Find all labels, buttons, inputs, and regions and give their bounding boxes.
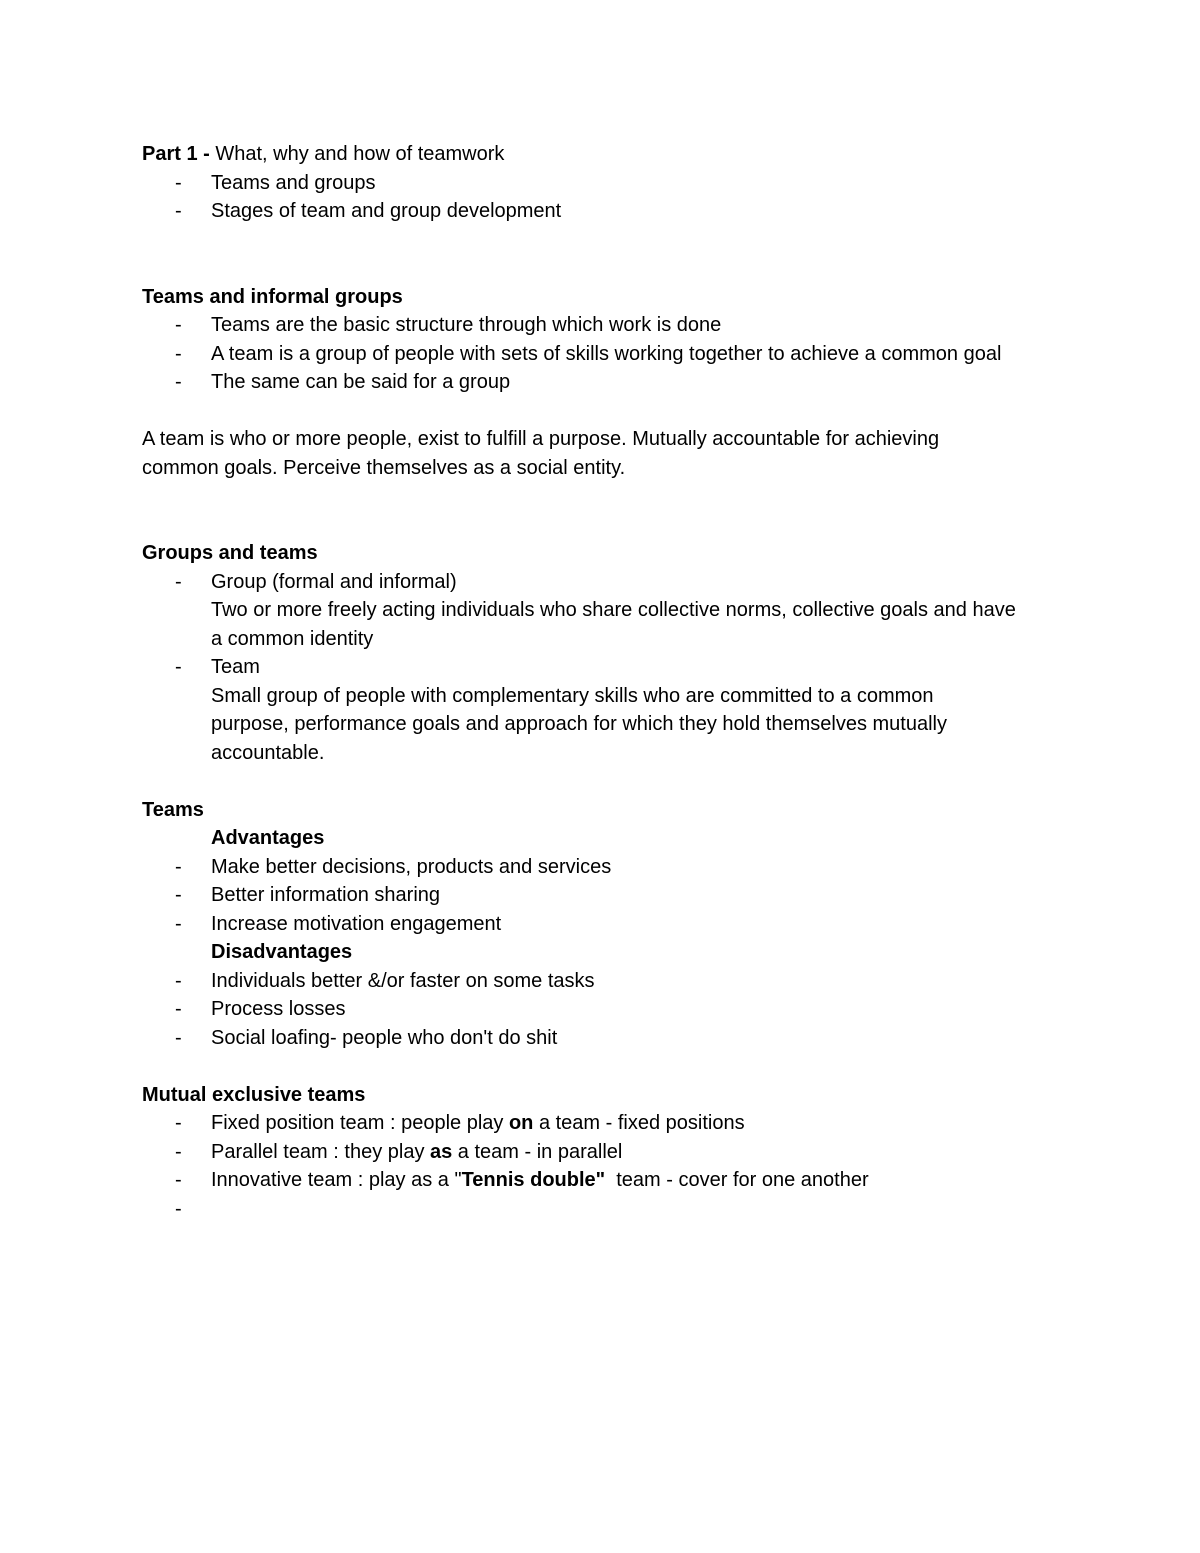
emphasis-text: on [508,1112,534,1134]
groups-and-teams-heading: Groups and teams [142,542,318,564]
group-description: Two or more freely acting individuals who share collective norms, collective goals and have a common identity [211,599,1016,650]
list-item-text: Teams are the basic structure through which work is done [211,314,722,336]
list-item [142,197,1042,226]
list-item-text: Teams and groups [211,171,376,194]
emphasis-text: as [430,1140,453,1163]
list-item [142,1109,1042,1138]
list-item [142,311,1042,340]
list-item-text: a team - in parallel [452,1140,623,1163]
bullet-dash: - [175,570,182,593]
bullet-dash: - [175,1197,182,1220]
bullet-dash: - [175,656,182,678]
bullet-dash: - [175,1026,182,1049]
mutual-exclusive-teams-heading: Mutual exclusive teams [142,1083,366,1106]
list-item-text: Increase motivation engagement [211,912,502,935]
bullet-dash: - [175,342,182,365]
part1-label: Part 1 - [142,143,210,165]
list-item-text: a team - fixed positions [533,1112,745,1134]
bullet-dash: - [175,314,182,336]
teams-heading: Teams [142,798,204,821]
list-item-text: Social loafing- people who don't do shit [211,1026,558,1049]
list-item [142,967,1042,996]
bullet-dash: - [175,171,182,194]
bullet-dash: - [175,371,182,393]
bullet-dash: - [175,884,182,906]
list-item [142,169,1042,198]
list-item [142,881,1042,910]
group-label: Group (formal and informal) [211,570,457,593]
document-page [142,140,1042,1223]
list-item-text: Better information sharing [211,884,441,906]
list-item-text: The same can be said for a group [211,371,511,393]
bullet-dash: - [175,855,182,878]
list-item-text: Stages of team and group development [211,200,562,222]
list-item [142,1166,1042,1195]
advantages-heading: Advantages [211,827,325,849]
list-item [142,995,1042,1024]
list-item-text: Parallel team : they play [211,1140,430,1163]
list-item [142,340,1031,369]
informal-groups-heading: Teams and informal groups [142,285,403,308]
bullet-dash: - [175,1112,182,1134]
list-item [142,653,1011,767]
team-label: Team [211,656,260,678]
list-item [142,910,1042,939]
team-definition-line-2: common goals. Perceive themselves as a social entity. [142,456,626,479]
list-item [142,853,1042,882]
list-item [142,1024,1042,1053]
list-item [142,368,1042,397]
team-description: Small group of people with complementary skills who are committed to a common purpose, performance goals and approach for which they hold themselves mutually accountable. [211,684,947,764]
list-item-text: Individuals better &/or faster on some tasks [211,969,595,992]
part1-title: What, why and how of teamwork [209,143,505,165]
part1-title-line [142,140,1042,169]
team-definition-line-1: A team is who or more people, exist to fulfill a purpose. Mutually accountable for achieving [142,428,940,450]
bullet-dash: - [175,998,182,1020]
emphasis-text: Tennis double" [461,1169,606,1191]
list-item-text: Process losses [211,998,346,1020]
list-item-text: A team is a group of people with sets of skills working together to achieve a common goal [211,342,1002,365]
list-item-text: Fixed position team : people play [211,1112,509,1134]
list-item-text: team - cover for one another [605,1169,869,1191]
bullet-dash: - [175,969,182,992]
list-item-text: Make better decisions, products and services [211,855,612,878]
list-item-empty [142,1195,1042,1224]
bullet-dash: - [175,200,182,222]
disadvantages-heading: Disadvantages [211,941,353,963]
bullet-dash: - [175,912,182,935]
bullet-dash: - [175,1140,182,1163]
list-item [142,1138,1042,1167]
list-item [142,568,1031,654]
bullet-dash: - [175,1169,182,1191]
list-item-text: Innovative team : play as a " [211,1169,462,1191]
